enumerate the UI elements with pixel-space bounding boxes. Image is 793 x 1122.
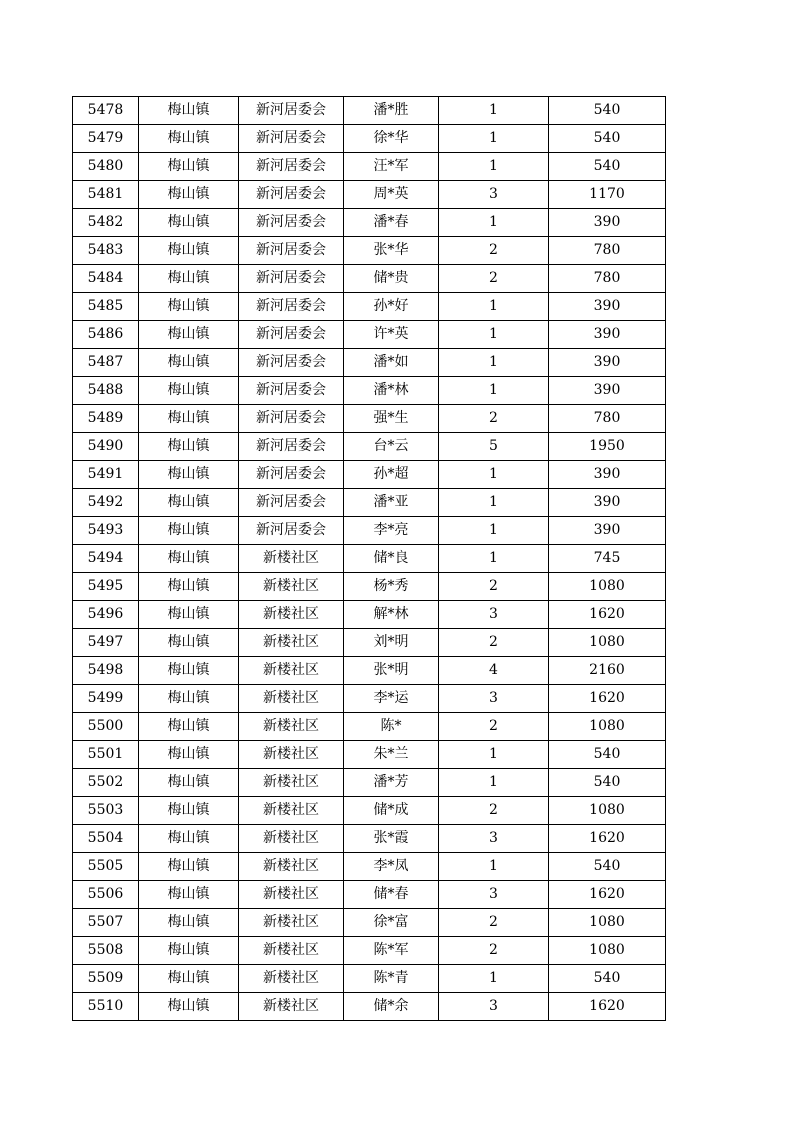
table-row bbox=[73, 125, 666, 153]
community-cell: 新楼社区 bbox=[239, 965, 344, 993]
amount-cell: 1620 bbox=[549, 601, 666, 629]
town-cell: 梅山镇 bbox=[139, 293, 239, 321]
amount-cell: 390 bbox=[549, 489, 666, 517]
name-cell: 刘*明 bbox=[344, 629, 439, 657]
town-cell: 梅山镇 bbox=[139, 573, 239, 601]
community-cell: 新河居委会 bbox=[239, 517, 344, 545]
table-row bbox=[73, 461, 666, 489]
serial-number-cell: 5484 bbox=[73, 265, 139, 293]
name-cell: 陈* bbox=[344, 713, 439, 741]
name-cell: 储*成 bbox=[344, 797, 439, 825]
amount-cell: 390 bbox=[549, 517, 666, 545]
community-cell: 新河居委会 bbox=[239, 377, 344, 405]
amount-cell: 780 bbox=[549, 237, 666, 265]
community-cell: 新楼社区 bbox=[239, 657, 344, 685]
roster-table-body bbox=[73, 97, 666, 1021]
town-cell: 梅山镇 bbox=[139, 349, 239, 377]
amount-cell: 540 bbox=[549, 853, 666, 881]
town-cell: 梅山镇 bbox=[139, 153, 239, 181]
community-cell: 新河居委会 bbox=[239, 97, 344, 125]
serial-number-cell: 5486 bbox=[73, 321, 139, 349]
table-row bbox=[73, 377, 666, 405]
serial-number-cell: 5482 bbox=[73, 209, 139, 237]
name-cell: 汪*军 bbox=[344, 153, 439, 181]
household-size-cell: 2 bbox=[439, 937, 549, 965]
household-size-cell: 1 bbox=[439, 321, 549, 349]
town-cell: 梅山镇 bbox=[139, 937, 239, 965]
name-cell: 张*霞 bbox=[344, 825, 439, 853]
table-row bbox=[73, 993, 666, 1021]
household-size-cell: 1 bbox=[439, 125, 549, 153]
name-cell: 徐*华 bbox=[344, 125, 439, 153]
household-size-cell: 1 bbox=[439, 209, 549, 237]
household-size-cell: 1 bbox=[439, 97, 549, 125]
town-cell: 梅山镇 bbox=[139, 769, 239, 797]
table-row bbox=[73, 237, 666, 265]
community-cell: 新楼社区 bbox=[239, 881, 344, 909]
serial-number-cell: 5494 bbox=[73, 545, 139, 573]
community-cell: 新楼社区 bbox=[239, 909, 344, 937]
town-cell: 梅山镇 bbox=[139, 629, 239, 657]
household-size-cell: 1 bbox=[439, 489, 549, 517]
household-size-cell: 1 bbox=[439, 293, 549, 321]
name-cell: 杨*秀 bbox=[344, 573, 439, 601]
table-row bbox=[73, 293, 666, 321]
household-size-cell: 1 bbox=[439, 853, 549, 881]
town-cell: 梅山镇 bbox=[139, 853, 239, 881]
community-cell: 新河居委会 bbox=[239, 433, 344, 461]
serial-number-cell: 5505 bbox=[73, 853, 139, 881]
amount-cell: 780 bbox=[549, 265, 666, 293]
name-cell: 许*英 bbox=[344, 321, 439, 349]
table-row bbox=[73, 489, 666, 517]
community-cell: 新楼社区 bbox=[239, 545, 344, 573]
household-size-cell: 1 bbox=[439, 965, 549, 993]
name-cell: 储*良 bbox=[344, 545, 439, 573]
amount-cell: 390 bbox=[549, 209, 666, 237]
community-cell: 新河居委会 bbox=[239, 321, 344, 349]
name-cell: 储*余 bbox=[344, 993, 439, 1021]
name-cell: 储*春 bbox=[344, 881, 439, 909]
serial-number-cell: 5488 bbox=[73, 377, 139, 405]
household-size-cell: 2 bbox=[439, 909, 549, 937]
table-row bbox=[73, 685, 666, 713]
table-row bbox=[73, 629, 666, 657]
serial-number-cell: 5490 bbox=[73, 433, 139, 461]
amount-cell: 1170 bbox=[549, 181, 666, 209]
name-cell: 李*运 bbox=[344, 685, 439, 713]
amount-cell: 1620 bbox=[549, 881, 666, 909]
household-size-cell: 1 bbox=[439, 545, 549, 573]
name-cell: 潘*亚 bbox=[344, 489, 439, 517]
town-cell: 梅山镇 bbox=[139, 237, 239, 265]
household-size-cell: 1 bbox=[439, 741, 549, 769]
amount-cell: 780 bbox=[549, 405, 666, 433]
table-row bbox=[73, 321, 666, 349]
town-cell: 梅山镇 bbox=[139, 713, 239, 741]
household-size-cell: 2 bbox=[439, 573, 549, 601]
town-cell: 梅山镇 bbox=[139, 657, 239, 685]
table-row bbox=[73, 517, 666, 545]
table-row bbox=[73, 545, 666, 573]
household-size-cell: 3 bbox=[439, 825, 549, 853]
amount-cell: 1620 bbox=[549, 993, 666, 1021]
household-size-cell: 5 bbox=[439, 433, 549, 461]
amount-cell: 540 bbox=[549, 125, 666, 153]
household-size-cell: 3 bbox=[439, 685, 549, 713]
name-cell: 潘*春 bbox=[344, 209, 439, 237]
town-cell: 梅山镇 bbox=[139, 125, 239, 153]
community-cell: 新楼社区 bbox=[239, 769, 344, 797]
town-cell: 梅山镇 bbox=[139, 405, 239, 433]
community-cell: 新河居委会 bbox=[239, 293, 344, 321]
amount-cell: 1950 bbox=[549, 433, 666, 461]
household-size-cell: 3 bbox=[439, 993, 549, 1021]
community-cell: 新河居委会 bbox=[239, 181, 344, 209]
community-cell: 新河居委会 bbox=[239, 125, 344, 153]
amount-cell: 540 bbox=[549, 965, 666, 993]
community-cell: 新河居委会 bbox=[239, 209, 344, 237]
community-cell: 新楼社区 bbox=[239, 629, 344, 657]
name-cell: 张*华 bbox=[344, 237, 439, 265]
household-size-cell: 3 bbox=[439, 181, 549, 209]
town-cell: 梅山镇 bbox=[139, 517, 239, 545]
town-cell: 梅山镇 bbox=[139, 461, 239, 489]
serial-number-cell: 5500 bbox=[73, 713, 139, 741]
amount-cell: 1080 bbox=[549, 909, 666, 937]
community-cell: 新楼社区 bbox=[239, 685, 344, 713]
amount-cell: 1080 bbox=[549, 797, 666, 825]
town-cell: 梅山镇 bbox=[139, 965, 239, 993]
community-cell: 新楼社区 bbox=[239, 573, 344, 601]
community-cell: 新楼社区 bbox=[239, 993, 344, 1021]
community-cell: 新河居委会 bbox=[239, 153, 344, 181]
roster-table bbox=[72, 96, 666, 1021]
name-cell: 李*凤 bbox=[344, 853, 439, 881]
serial-number-cell: 5491 bbox=[73, 461, 139, 489]
name-cell: 张*明 bbox=[344, 657, 439, 685]
amount-cell: 1620 bbox=[549, 825, 666, 853]
town-cell: 梅山镇 bbox=[139, 825, 239, 853]
community-cell: 新河居委会 bbox=[239, 461, 344, 489]
name-cell: 李*亮 bbox=[344, 517, 439, 545]
serial-number-cell: 5501 bbox=[73, 741, 139, 769]
table-row bbox=[73, 181, 666, 209]
serial-number-cell: 5509 bbox=[73, 965, 139, 993]
household-size-cell: 1 bbox=[439, 153, 549, 181]
name-cell: 陈*军 bbox=[344, 937, 439, 965]
household-size-cell: 1 bbox=[439, 517, 549, 545]
serial-number-cell: 5508 bbox=[73, 937, 139, 965]
serial-number-cell: 5478 bbox=[73, 97, 139, 125]
household-size-cell: 1 bbox=[439, 769, 549, 797]
table-row bbox=[73, 881, 666, 909]
name-cell: 孙*好 bbox=[344, 293, 439, 321]
name-cell: 潘*胜 bbox=[344, 97, 439, 125]
table-row bbox=[73, 769, 666, 797]
amount-cell: 390 bbox=[549, 377, 666, 405]
serial-number-cell: 5502 bbox=[73, 769, 139, 797]
household-size-cell: 1 bbox=[439, 349, 549, 377]
amount-cell: 1080 bbox=[549, 713, 666, 741]
town-cell: 梅山镇 bbox=[139, 97, 239, 125]
town-cell: 梅山镇 bbox=[139, 881, 239, 909]
community-cell: 新楼社区 bbox=[239, 825, 344, 853]
serial-number-cell: 5479 bbox=[73, 125, 139, 153]
table-row bbox=[73, 349, 666, 377]
household-size-cell: 2 bbox=[439, 713, 549, 741]
household-size-cell: 1 bbox=[439, 377, 549, 405]
serial-number-cell: 5510 bbox=[73, 993, 139, 1021]
name-cell: 朱*兰 bbox=[344, 741, 439, 769]
amount-cell: 390 bbox=[549, 461, 666, 489]
amount-cell: 540 bbox=[549, 153, 666, 181]
name-cell: 台*云 bbox=[344, 433, 439, 461]
name-cell: 徐*富 bbox=[344, 909, 439, 937]
amount-cell: 390 bbox=[549, 321, 666, 349]
name-cell: 陈*青 bbox=[344, 965, 439, 993]
amount-cell: 1080 bbox=[549, 573, 666, 601]
household-size-cell: 2 bbox=[439, 797, 549, 825]
table-row bbox=[73, 209, 666, 237]
table-row bbox=[73, 265, 666, 293]
amount-cell: 1080 bbox=[549, 629, 666, 657]
table-row bbox=[73, 741, 666, 769]
household-size-cell: 2 bbox=[439, 629, 549, 657]
household-size-cell: 1 bbox=[439, 461, 549, 489]
table-row bbox=[73, 601, 666, 629]
household-size-cell: 2 bbox=[439, 405, 549, 433]
table-row bbox=[73, 909, 666, 937]
amount-cell: 745 bbox=[549, 545, 666, 573]
serial-number-cell: 5497 bbox=[73, 629, 139, 657]
table-row bbox=[73, 573, 666, 601]
name-cell: 解*林 bbox=[344, 601, 439, 629]
amount-cell: 540 bbox=[549, 97, 666, 125]
serial-number-cell: 5495 bbox=[73, 573, 139, 601]
town-cell: 梅山镇 bbox=[139, 489, 239, 517]
town-cell: 梅山镇 bbox=[139, 601, 239, 629]
serial-number-cell: 5493 bbox=[73, 517, 139, 545]
table-row bbox=[73, 713, 666, 741]
table-row bbox=[73, 153, 666, 181]
table-row bbox=[73, 825, 666, 853]
town-cell: 梅山镇 bbox=[139, 741, 239, 769]
serial-number-cell: 5485 bbox=[73, 293, 139, 321]
serial-number-cell: 5503 bbox=[73, 797, 139, 825]
household-size-cell: 3 bbox=[439, 881, 549, 909]
town-cell: 梅山镇 bbox=[139, 181, 239, 209]
amount-cell: 1080 bbox=[549, 937, 666, 965]
serial-number-cell: 5483 bbox=[73, 237, 139, 265]
serial-number-cell: 5498 bbox=[73, 657, 139, 685]
table-row bbox=[73, 657, 666, 685]
community-cell: 新河居委会 bbox=[239, 237, 344, 265]
household-size-cell: 4 bbox=[439, 657, 549, 685]
town-cell: 梅山镇 bbox=[139, 377, 239, 405]
town-cell: 梅山镇 bbox=[139, 545, 239, 573]
community-cell: 新河居委会 bbox=[239, 489, 344, 517]
household-size-cell: 3 bbox=[439, 601, 549, 629]
serial-number-cell: 5506 bbox=[73, 881, 139, 909]
community-cell: 新楼社区 bbox=[239, 601, 344, 629]
name-cell: 储*贵 bbox=[344, 265, 439, 293]
serial-number-cell: 5480 bbox=[73, 153, 139, 181]
table-row bbox=[73, 405, 666, 433]
town-cell: 梅山镇 bbox=[139, 265, 239, 293]
amount-cell: 540 bbox=[549, 769, 666, 797]
serial-number-cell: 5499 bbox=[73, 685, 139, 713]
community-cell: 新河居委会 bbox=[239, 349, 344, 377]
community-cell: 新河居委会 bbox=[239, 265, 344, 293]
name-cell: 孙*超 bbox=[344, 461, 439, 489]
town-cell: 梅山镇 bbox=[139, 797, 239, 825]
household-size-cell: 2 bbox=[439, 237, 549, 265]
name-cell: 强*生 bbox=[344, 405, 439, 433]
amount-cell: 390 bbox=[549, 293, 666, 321]
town-cell: 梅山镇 bbox=[139, 321, 239, 349]
amount-cell: 540 bbox=[549, 741, 666, 769]
town-cell: 梅山镇 bbox=[139, 433, 239, 461]
serial-number-cell: 5487 bbox=[73, 349, 139, 377]
town-cell: 梅山镇 bbox=[139, 993, 239, 1021]
table-row bbox=[73, 433, 666, 461]
community-cell: 新楼社区 bbox=[239, 713, 344, 741]
community-cell: 新河居委会 bbox=[239, 405, 344, 433]
community-cell: 新楼社区 bbox=[239, 937, 344, 965]
name-cell: 潘*芳 bbox=[344, 769, 439, 797]
table-row bbox=[73, 965, 666, 993]
community-cell: 新楼社区 bbox=[239, 741, 344, 769]
name-cell: 潘*如 bbox=[344, 349, 439, 377]
table-row bbox=[73, 937, 666, 965]
amount-cell: 2160 bbox=[549, 657, 666, 685]
serial-number-cell: 5507 bbox=[73, 909, 139, 937]
name-cell: 潘*林 bbox=[344, 377, 439, 405]
household-size-cell: 2 bbox=[439, 265, 549, 293]
town-cell: 梅山镇 bbox=[139, 685, 239, 713]
serial-number-cell: 5492 bbox=[73, 489, 139, 517]
serial-number-cell: 5496 bbox=[73, 601, 139, 629]
table-row bbox=[73, 853, 666, 881]
name-cell: 周*英 bbox=[344, 181, 439, 209]
amount-cell: 390 bbox=[549, 349, 666, 377]
table-row bbox=[73, 97, 666, 125]
serial-number-cell: 5504 bbox=[73, 825, 139, 853]
town-cell: 梅山镇 bbox=[139, 909, 239, 937]
community-cell: 新楼社区 bbox=[239, 797, 344, 825]
serial-number-cell: 5489 bbox=[73, 405, 139, 433]
serial-number-cell: 5481 bbox=[73, 181, 139, 209]
amount-cell: 1620 bbox=[549, 685, 666, 713]
town-cell: 梅山镇 bbox=[139, 209, 239, 237]
table-row bbox=[73, 797, 666, 825]
community-cell: 新楼社区 bbox=[239, 853, 344, 881]
